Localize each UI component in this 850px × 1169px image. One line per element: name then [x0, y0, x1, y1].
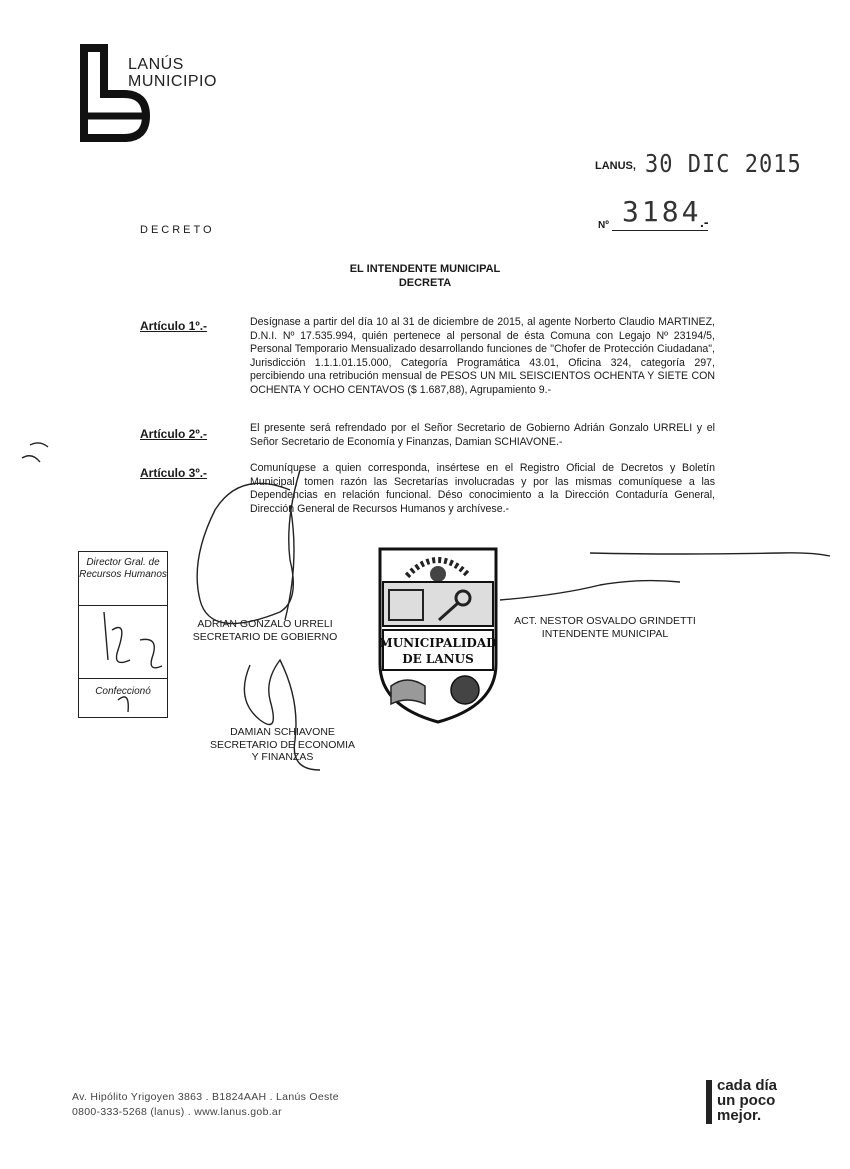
city-label: LANUS,: [595, 160, 636, 172]
article-3-label: Artículo 3º.-: [140, 466, 208, 480]
slogan-line2: un poco: [717, 1092, 776, 1109]
signature-intendente: [505, 615, 705, 640]
date-stamp: 30 DIC 2015: [645, 150, 802, 179]
number-label: Nº: [598, 220, 609, 231]
municipal-seal: [377, 546, 499, 724]
prepared-by-label: Confeccionó: [95, 686, 151, 697]
gobierno-name: ADRIAN GONZALO URRELI: [197, 618, 333, 630]
logo-line2: MUNICIPIO: [128, 73, 217, 90]
hr-approval-box: [78, 551, 168, 718]
article-1-label: Artículo 1º.-: [140, 319, 208, 333]
economia-title-1: SECRETARIO DE ECONOMIA: [209, 738, 356, 751]
article-1-text: Desígnase a partir del día 10 al 31 de diciembre de 2015, al agente Norberto Claudio MARTINEZ, D.N.I. Nº 17.535.994, quién pertenece al personal de ésta Comuna con Legajo Nº 23194/5, Personal Temporario Mensualizado desarrollando funciones de "Chofer de Protección Ciudadana", Jurisdicción 1.1.1.01.15.000, Categoría Programática 43.01, Oficina 324, categoría 297, percibiendo una retribución mensual de PESOS UN MIL SEISCIENTOS OCHENTA Y SIETE CON OCHENTA Y OCHO CENTAVOS ($ 1.687,88), Agrupamiento 9.-: [250, 316, 715, 396]
number-underline: [612, 230, 708, 231]
logo-wordmark: [128, 56, 217, 90]
footer-contact: [72, 1090, 339, 1120]
economia-title-2: Y FINANZAS: [251, 751, 314, 763]
footer-web: 0800-333-5268 (lanus) . www.lanus.gob.ar: [72, 1106, 282, 1118]
slogan-line1: cada día: [717, 1077, 778, 1094]
doc-type: DECRETO: [140, 224, 215, 236]
slogan-bar: [706, 1080, 712, 1124]
authority-line2: DECRETA: [398, 277, 452, 289]
footer-slogan: [717, 1078, 777, 1123]
seal-line2: DE LANUS: [402, 652, 474, 666]
intendente-title: INTENDENTE MUNICIPAL: [541, 627, 669, 640]
article-2-text: El presente será refrendado por el Señor Secretario de Gobierno Adrián Gonzalo URRELI y el Señor Secretario de Economía y Finanzas, Damian SCHIAVONE.-: [250, 422, 715, 448]
decree-number: 3184: [622, 195, 702, 228]
gobierno-title: SECRETARIO DE GOBIERNO: [192, 630, 338, 643]
article-2-label: Artículo 2º.-: [140, 427, 208, 441]
slogan-line3: mejor.: [717, 1107, 762, 1124]
signature-gobierno: [170, 618, 360, 643]
authority-line1: EL INTENDENTE MUNICIPAL: [349, 263, 501, 275]
intendente-name: ACT. NESTOR OSVALDO GRINDETTI: [514, 615, 696, 627]
authority-heading: [300, 262, 550, 290]
number-tail: .-: [700, 214, 709, 230]
hr-director-label: Director Gral. de Recursos Humanos: [79, 552, 167, 606]
article-3-text: Comuníquese a quien corresponda, insértese en el Registro Oficial de Decretos y Boletín Municipal, tomen razón las Secretarías involucradas y por las mismas comuníquese a las Dependencias en relación funcional. Déso conocimiento a la Dirección Contaduría General, Dirección General de Recursos Humanos y archívese.-: [250, 462, 715, 515]
economia-name: DAMIAN SCHIAVONE: [230, 726, 335, 738]
signature-economia: [190, 726, 375, 764]
logo-line1: LANÚS: [128, 56, 184, 73]
footer-address: Av. Hipólito Yrigoyen 3863 . B1824AAH . Lanús Oeste: [72, 1091, 339, 1103]
hr-initials-cell: [79, 606, 167, 679]
seal-line1: MUNICIPALIDAD: [379, 636, 497, 650]
